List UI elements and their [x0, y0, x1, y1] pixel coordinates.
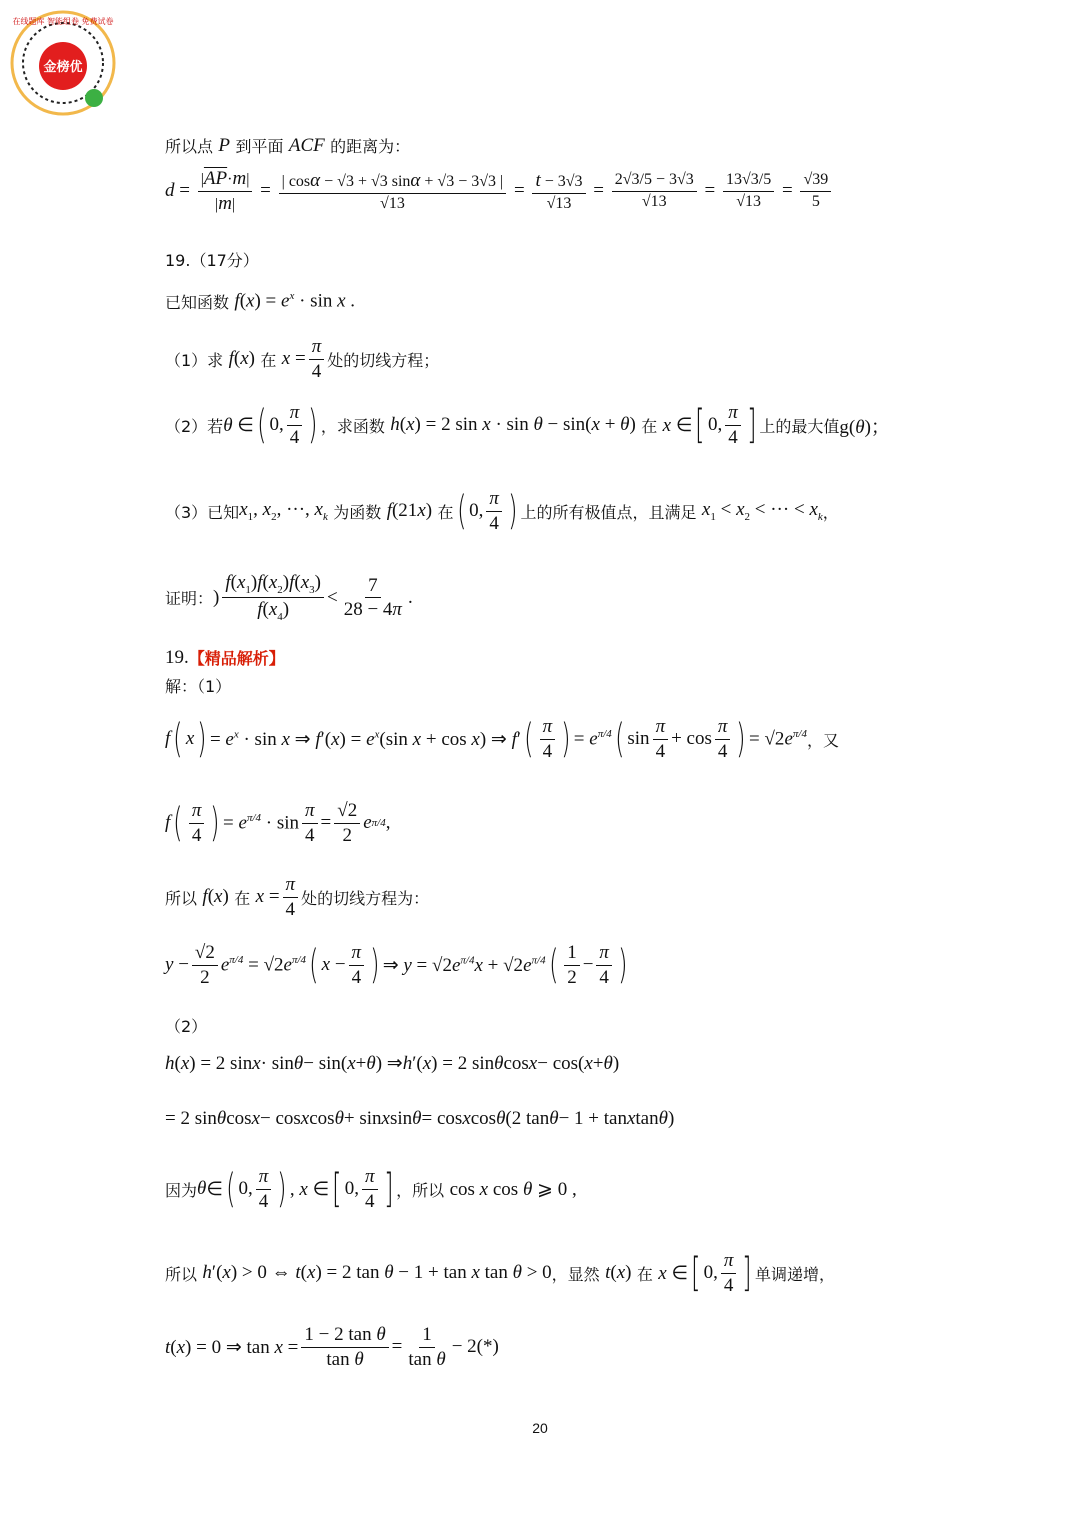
question-prove: 证明： ) $\frac{f(x_1)f(x_2)f(x_3)}{f(x_4)}$ < $\frac{7}{28 - 4\pi}$ .	[165, 572, 413, 624]
question-part-1: （1）求 f(x) 在 x = $\frac{\pi}{4}$ 处的切线方程；	[165, 336, 440, 382]
distance-formula: d = $\frac{|\overline{AP}\cdot m|}{|m|}$ = $\frac{| \cos\alpha - √3 + √3 \sin\alpha + √3 - 3√3 |}{√13}$ = $\frac{t - 3√3}{√13}$ = $\frac{2√3/5 - 3√3}{√13}$ = $\frac{13√3/5}{√13}$ = $\frac{√39}{5}$	[165, 168, 834, 215]
derivative-line: f ( x ) = $e^x \cdot \sin x$ ⇒ $f'(x) = e^x(\sin$ x + cos x) ⇒ f′ ( $\frac{\pi}{4}$ ) = $e^{\pi/4}$ ( sin $\frac{\pi}{4}$ + cos $\frac{\pi}{4}$ ) = $√2e^{\pi/4}$ ，又	[165, 716, 839, 763]
question-stem: 已知函数 $f(x) = e^x \cdot \sin x$ .	[165, 290, 356, 312]
tan-equation: t(x) = 0 ⇒ tan x = $\frac{\text{1 − 2 tan θ}}{\text{tan θ}}$ = $\frac{1}{\text{tan θ}}$ − 2(*)	[165, 1324, 499, 1370]
svg-text:金榜优: 金榜优	[43, 60, 83, 75]
svg-text:在线题库 智能组卷 免费试卷: 在线题库 智能组卷 免费试卷	[12, 17, 114, 26]
tangent-equation: y − $\frac{√2}{2}$ $e^{\pi/4} = √2e^{\pi/4}$ ( x − $\frac{\pi}{4}$ ) ⇒ $y = √2e^{\pi/4}x + √2e^{\pi/4}$ ( $\frac{1}{2}$ − $\frac{\pi}{4}$ )	[165, 942, 628, 989]
domain-reasoning: 因为 θ ∈ ( 0, $\frac{\pi}{4}$ ) , x ∈ [ 0, $\frac{\pi}{4}$ ] ，所以 cos x cos θ ⩾ 0 ,	[165, 1166, 577, 1213]
monotonic-reasoning: 所以 h′(x) > 0 ⇔ t(x) = 2 tan θ − 1 + tan x tan θ > 0 ，显然 t(x) 在 x ∈ [ 0, $\frac{\pi}{4}$ ] 单调递增，	[165, 1250, 836, 1297]
solution-part-1-label: 解：（1）	[165, 677, 232, 696]
h-derivative-line: h ( x ) = 2 sin x · sin θ − sin( x + θ ) ⇒ h ′( x ) = 2 sin θ cos x − cos( x + θ )	[165, 1052, 620, 1074]
brand-logo	[10, 10, 116, 116]
solution-heading: 19. 【精品解析】	[165, 646, 285, 668]
tangent-intro: 所以 f(x) 在 x = $\frac{\pi}{4}$ 处的切线方程为：	[165, 874, 430, 920]
h-derivative-expansion: = 2 sin θ cos x − cos x cos θ + sin x sin θ = cos x cos θ (2 tan θ − 1 + tan x tan θ )	[165, 1108, 675, 1129]
question-number: 19.（17分）	[165, 251, 259, 270]
page-number: 20	[532, 1420, 548, 1436]
solution-part-2-label: （2）	[165, 1017, 208, 1036]
function-value-line: f ( $\frac{\pi}{4}$ ) = $e^{\pi/4} \cdot \sin$ $\frac{\pi}{4}$ = $\frac{√2}{2}$ e π/4 ,	[165, 800, 391, 847]
distance-intro: 所以点 P 到平面 ACF 的距离为：	[165, 134, 411, 156]
question-part-2: （2）若 θ ∈ ( 0, $\frac{\pi}{4}$ ) ，求函数 h(x) = 2 sin x · sin θ − sin(x + θ) 在 x ∈ [ 0, $\frac{\pi}{4}$ ] 上的最大值 g(θ)；	[165, 402, 890, 449]
question-part-3: （3）已知 $x_1$, $x_2$, ···, $x_k$ 为函数 f(21x) 在 ( 0, $\frac{\pi}{4}$ ) 上的所有极值点，且满足 $x_1 < x_2$ < ··· < $x_k$ ，	[165, 488, 839, 535]
